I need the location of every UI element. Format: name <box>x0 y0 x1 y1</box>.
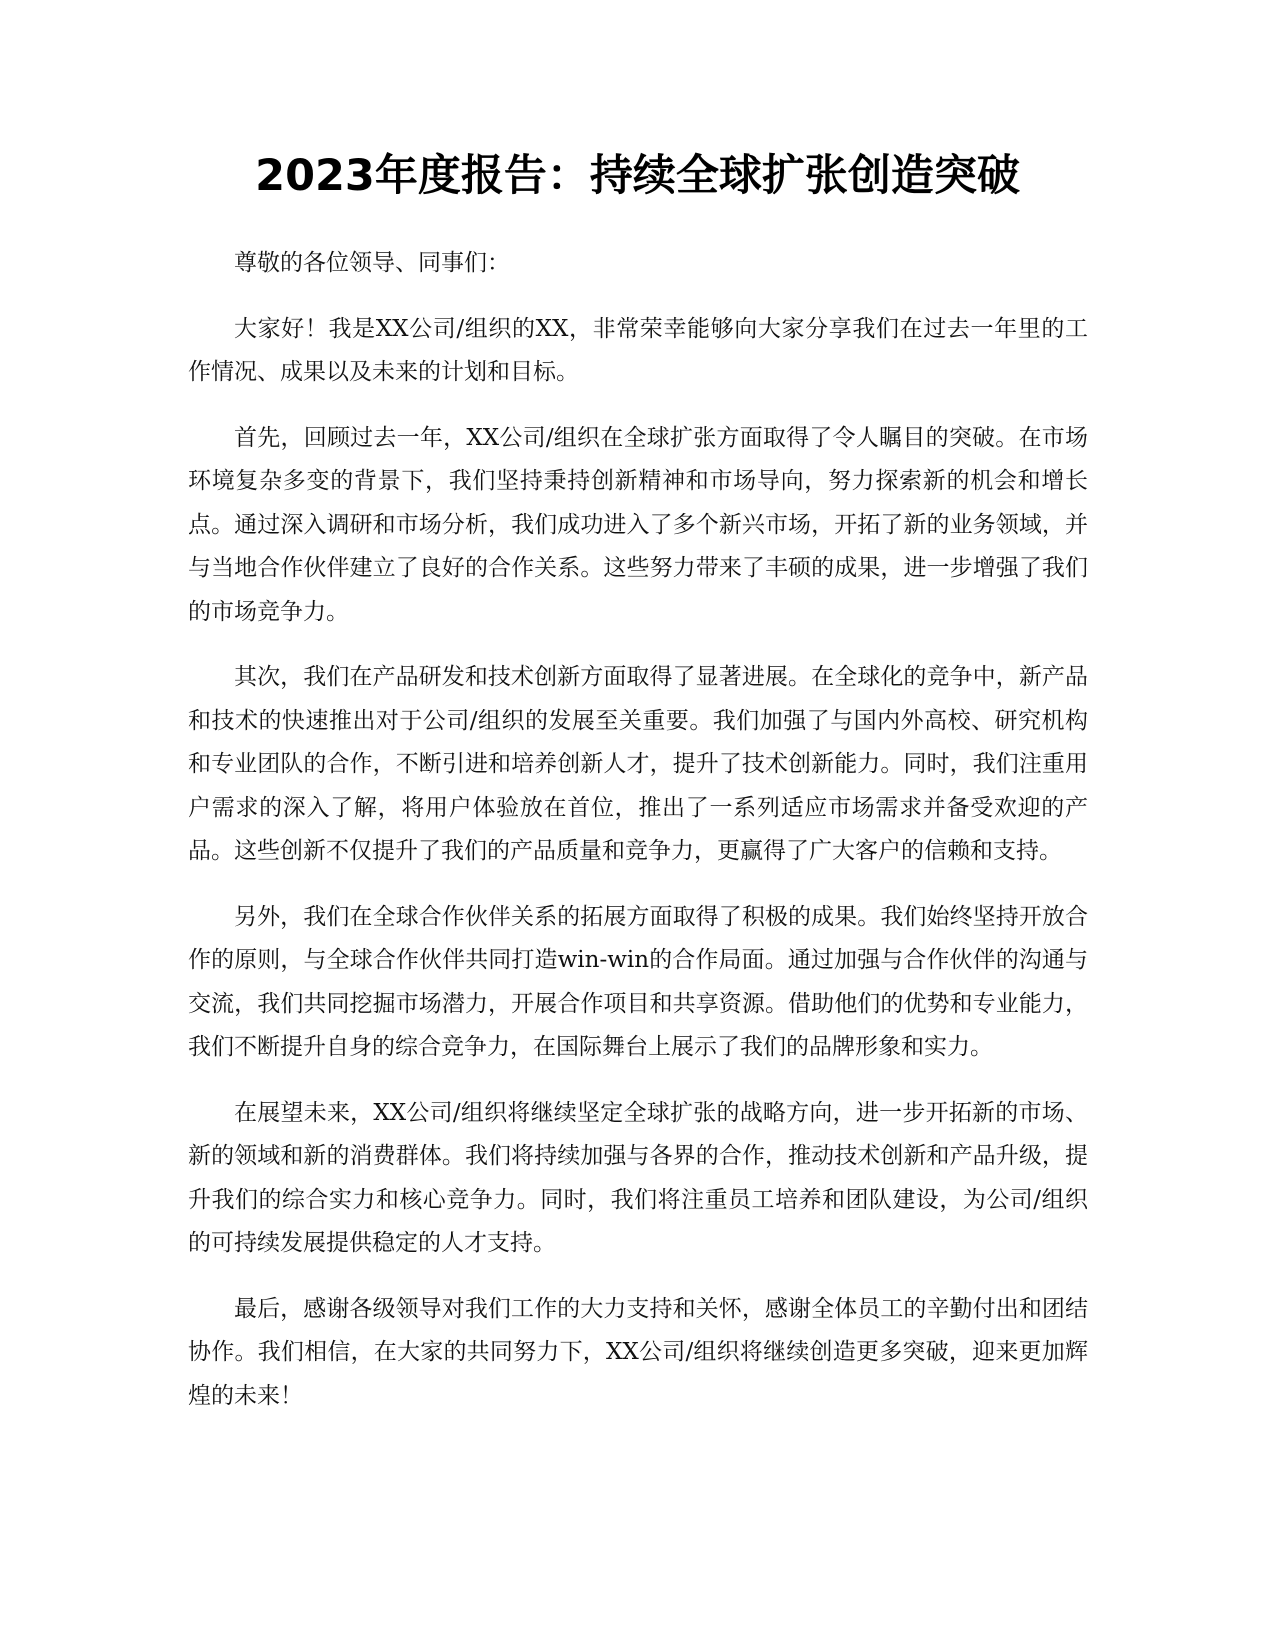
document-title: 2023年度报告：持续全球扩张创造突破 <box>255 151 1020 201</box>
paragraph-outlook: 在展望未来，XX公司/组织将继续坚定全球扩张的战略方向，进一步开拓新的市场、新的领域和新的消费群体。我们将持续加强与各界的合作，推动技术创新和产品升级，提升我们的综合实力和核心竞争力。同时，我们将注重员工培养和团队建设，为公司/组织的可持续发展提供稳定的人才支持。 <box>188 1099 1088 1256</box>
paragraph-global-expansion: 首先，回顾过去一年，XX公司/组织在全球扩张方面取得了令人瞩目的突破。在市场环境复杂多变的背景下，我们坚持秉持创新精神和市场导向，努力探索新的机会和增长点。通过深入调研和市场分析，我们成功进入了多个新兴市场，开拓了新的业务领域，并与当地合作伙伴建立了良好的合作关系。这些努力带来了丰硕的成果，进一步增强了我们的市场竞争力。 <box>188 424 1088 625</box>
paragraph-product-innovation: 其次，我们在产品研发和技术创新方面取得了显著进展。在全球化的竞争中，新产品和技术的快速推出对于公司/组织的发展至关重要。我们加强了与国内外高校、研究机构和专业团队的合作，不断引进和培养创新人才，提升了技术创新能力。同时，我们注重用户需求的深入了解，将用户体验放在首位，推出了一系列适应市场需求并备受欢迎的产品。这些创新不仅提升了我们的产品质量和竞争力，更赢得了广大客户的信赖和支持。 <box>188 664 1088 864</box>
document-body <box>188 242 1088 1440</box>
paragraph-intro: 大家好！我是XX公司/组织的XX，非常荣幸能够向大家分享我们在过去一年里的工作情况、成果以及未来的计划和目标。 <box>188 315 1088 385</box>
paragraph-greeting: 尊敬的各位领导、同事们： <box>234 250 510 276</box>
paragraph-partnerships: 另外，我们在全球合作伙伴关系的拓展方面取得了积极的成果。我们始终坚持开放合作的原则，与全球合作伙伴共同打造win-win的合作局面。通过加强与合作伙伴的沟通与交流，我们共同挖掘市场潜力，开展合作项目和共享资源。借助他们的优势和专业能力，我们不断提升自身的综合竞争力，在国际舞台上展示了我们的品牌形象和实力。 <box>188 903 1088 1060</box>
paragraph-closing: 最后，感谢各级领导对我们工作的大力支持和关怀，感谢全体员工的辛勤付出和团结协作。我们相信，在大家的共同努力下，XX公司/组织将继续创造更多突破，迎来更加辉煌的未来！ <box>188 1295 1088 1409</box>
